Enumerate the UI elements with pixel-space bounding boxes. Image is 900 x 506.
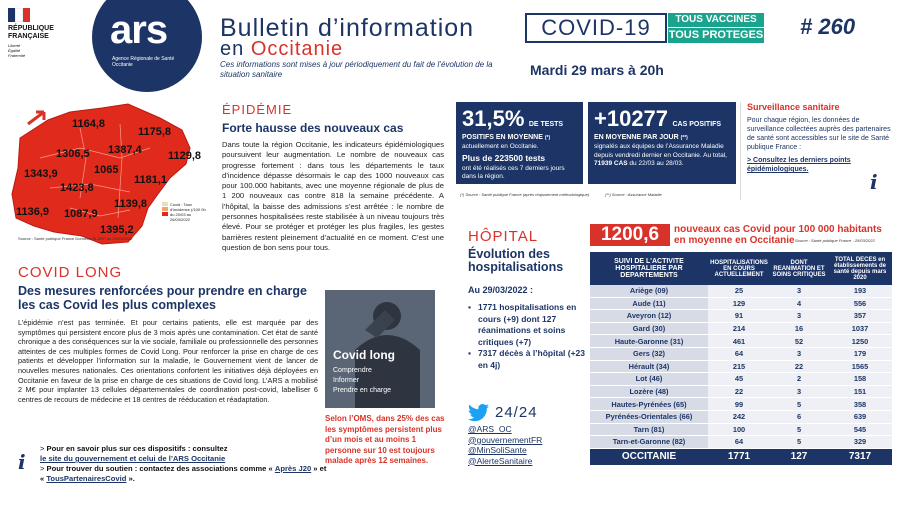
rf-line2: FRANÇAISE xyxy=(8,33,49,40)
value-cell: 214 xyxy=(708,323,770,336)
surveillance-text: Pour chaque région, les données de surveillance collectées auprès des partenaires de santé sont accessibles sur le site de Santé publique France : xyxy=(747,117,891,151)
header-subtitle: Ces informations sont mises à jour périodiquement du fait de l’évolution de la situation sanitaire xyxy=(220,60,493,79)
value-cell: 99 xyxy=(708,398,770,411)
department-cell: Lozère (48) xyxy=(590,386,708,399)
oms-quote: Selon l’OMS, dans 25% des cas les symptômes persistent plus d’un mois et au moins 1 personne sur 10 est toujours malade après 12 semaines. xyxy=(325,414,445,465)
covid-long-heading: COVID LONG xyxy=(18,264,123,281)
table-row xyxy=(590,411,892,424)
map-value: 1164,8 xyxy=(72,118,106,130)
info-icon: i xyxy=(18,450,26,474)
value-cell: 64 xyxy=(708,348,770,361)
value-cell: 179 xyxy=(828,348,892,361)
value-cell: 91 xyxy=(708,310,770,323)
map-value: 1423,8 xyxy=(60,182,94,194)
value-cell: 151 xyxy=(828,386,892,399)
department-cell: Pyrénées-Orientales (66) xyxy=(590,411,708,424)
value-cell: 2 xyxy=(770,373,828,386)
map-value: 1175,8 xyxy=(138,126,172,138)
map-value: 1387,4 xyxy=(108,144,142,156)
hopital-title: Évolution des hospitalisations xyxy=(468,247,564,274)
value-cell: 329 xyxy=(828,436,892,449)
total-value: 7317 xyxy=(828,449,892,466)
bulletin-date: Mardi 29 mars à 20h xyxy=(530,62,664,78)
table-row xyxy=(590,323,892,336)
department-cell: Hautes-Pyrénées (65) xyxy=(590,398,708,411)
map-value: 1306,5 xyxy=(56,148,90,160)
value-cell: 1565 xyxy=(828,361,892,374)
issue-number: # 260 xyxy=(800,14,856,39)
table-row xyxy=(590,348,892,361)
covid-long-links xyxy=(40,444,330,484)
surveillance-link[interactable]: > Consultez les derniers points épidémiologiques. xyxy=(747,157,851,173)
social-accounts xyxy=(468,424,542,466)
value-cell: 5 xyxy=(770,398,828,411)
covid-long-photo xyxy=(325,290,435,408)
table-row xyxy=(590,373,892,386)
hopital-list xyxy=(468,302,593,371)
table-row xyxy=(590,424,892,437)
incidence-source: Source : Santé publique France - 25/03/2022 xyxy=(795,238,875,243)
table-row xyxy=(590,436,892,449)
value-cell: 129 xyxy=(708,298,770,311)
table-header: SUIVI DE L'ACTIVITE HOSPITALIERE PAR DEPARTEMENTS xyxy=(590,252,708,285)
value-cell: 3 xyxy=(770,310,828,323)
value-cell: 193 xyxy=(828,285,892,298)
apres-j20-link[interactable]: Après J20 xyxy=(274,464,312,473)
link-item: > Pour trouver du soutien : contactez des associations comme « Après J20 » et « TousPartenairesCovid ». xyxy=(40,464,327,483)
photo-subtitle: Comprendre Informer Prendre en charge xyxy=(333,367,391,394)
table-row xyxy=(590,386,892,399)
bulletin-title: Bulletin d’information xyxy=(220,14,475,42)
value-cell: 4 xyxy=(770,298,828,311)
tests-stat-box: 31,5% DE TESTS POSITIFS EN MOYENNE (*) actuellement en Occitanie. Plus de 223500 tests ont été réalisés ces 7 derniers jours dans la région. xyxy=(456,102,583,184)
hopital-heading: HÔPITAL xyxy=(468,228,539,245)
map-value: 1395,2 xyxy=(100,224,134,236)
incidence-text: nouveaux cas Covid pour 100 000 habitants en moyenne en Occitanie xyxy=(674,224,882,246)
value-cell: 22 xyxy=(708,386,770,399)
epidemie-heading: ÉPIDÉMIE xyxy=(222,102,293,117)
department-cell: Ariège (09) xyxy=(590,285,708,298)
ars-logo xyxy=(92,0,202,92)
table-row xyxy=(590,335,892,348)
value-cell: 639 xyxy=(828,411,892,424)
list-item: ▪ 1771 hospitalisations en cours (+9) dont 127 réanimations et soins critiques (+7) xyxy=(468,302,593,348)
info-icon: i xyxy=(870,170,878,194)
occitanie-incidence-map xyxy=(10,98,210,248)
ars-logo-text: ars xyxy=(110,8,168,52)
vaccine-banner-line1: TOUS VACCINES xyxy=(668,13,764,27)
department-cell: Haute-Garonne (31) xyxy=(590,335,708,348)
value-cell: 22 xyxy=(770,361,828,374)
value-cell: 242 xyxy=(708,411,770,424)
value-cell: 3 xyxy=(770,386,828,399)
hopital-date: Au 29/03/2022 : xyxy=(468,285,534,295)
social-link[interactable]: @ARS_OC xyxy=(468,424,512,434)
republique-francaise-logo xyxy=(8,8,78,58)
department-cell: Tarn-et-Garonne (82) xyxy=(590,436,708,449)
list-item: ▪ 7317 décès à l’hôpital (+23 en 4j) xyxy=(468,348,593,371)
total-value: 1771 xyxy=(708,449,770,466)
value-cell: 5 xyxy=(770,424,828,437)
map-value: 1087,9 xyxy=(64,208,98,220)
value-cell: 100 xyxy=(708,424,770,437)
map-value: 1139,8 xyxy=(114,198,148,210)
value-cell: 1250 xyxy=(828,335,892,348)
value-cell: 158 xyxy=(828,373,892,386)
photo-title: Covid long xyxy=(333,348,395,362)
incidence-value: 1200,6 xyxy=(590,224,670,246)
table-row xyxy=(590,285,892,298)
map-value: 1136,9 xyxy=(16,206,50,218)
covid-label: COVID-19 xyxy=(525,13,667,43)
cases-stat-box: +10277 CAS POSITIFS EN MOYENNE PAR JOUR (**) signalés aux équipes de l’Assurance Maladie depuis vendredi dernier en Occitanie. Au total, 71939 CAS du 22/03 au 28/03. xyxy=(588,102,736,184)
value-cell: 215 xyxy=(708,361,770,374)
value-cell: 52 xyxy=(770,335,828,348)
table-row xyxy=(590,398,892,411)
value-cell: 461 xyxy=(708,335,770,348)
table-total-row xyxy=(590,449,892,466)
epidemie-text: Dans toute la région Occitanie, les indicateurs épidémiologiques poursuivent leur augmentation. Le nombre de nouveaux cas progresse fortement : dans tous les départements le taux d’incidence dépasse désormais le cap des 1000 nouveaux cas pour 100.000 habitants, avec une moyenne régionale de plus de 1 200 nouveaux cas contre 818 la semaine précédente. A l’hôpital, la baisse des admissions s’est arrêtée : le nombre de personnes hospitalisées reste stabilisée à un niveau toujours très élevé. Pour se protéger et protéger les plus fragiles, les gestes barrières restent pleinement d’actualité en ce moment. C’est une question de bon sens pour tous. xyxy=(222,140,444,252)
map-legend: Covid : Taux d'incidence (/100 0h du 20/03 au 26/03/2022 xyxy=(170,202,206,222)
gov-ars-link[interactable]: le site du gouvernement et celui de l’ARS Occitanie xyxy=(40,454,226,463)
tous-partenaires-link[interactable]: TousPartenairesCovid xyxy=(46,474,127,483)
department-cell: Aude (11) xyxy=(590,298,708,311)
value-cell: 556 xyxy=(828,298,892,311)
department-cell: Hérault (34) xyxy=(590,361,708,374)
value-cell: 64 xyxy=(708,436,770,449)
value-cell: 16 xyxy=(770,323,828,336)
table-row xyxy=(590,298,892,311)
value-cell: 3 xyxy=(770,348,828,361)
table-row xyxy=(590,310,892,323)
department-cell: Aveyron (12) xyxy=(590,310,708,323)
rf-motto: Liberté Égalité Fraternité xyxy=(8,43,26,58)
surveillance-heading: Surveillance sanitaire xyxy=(747,102,840,112)
map-source: Source : Santé publique France Données SI-DEP au 29/03/2022 xyxy=(18,236,133,241)
value-cell: 3 xyxy=(770,285,828,298)
link-item: > Pour en savoir plus sur ces dispositifs : consultez le site du gouvernement et celui de l’ARS Occitanie xyxy=(40,444,228,463)
value-cell: 1037 xyxy=(828,323,892,336)
french-flag-icon xyxy=(8,8,30,22)
table-header: DONT REANIMATION ET SOINS CRITIQUES xyxy=(770,252,828,285)
cases-source: (**) Source : Assurance Maladie xyxy=(605,192,662,197)
map-value: 1343,9 xyxy=(24,168,58,180)
ars-logo-sub: Agence Régionale de Santé Occitanie xyxy=(112,56,175,68)
rf-line1: RÉPUBLIQUE xyxy=(8,25,54,32)
vaccine-banner-line2: TOUS PROTEGES xyxy=(668,29,764,41)
total-value: 127 xyxy=(770,449,828,466)
social-link[interactable]: @MinSoliSante xyxy=(468,445,527,455)
hospital-activity-table xyxy=(590,252,892,490)
map-value: 1129,8 xyxy=(168,150,202,162)
epidemie-title: Forte hausse des nouveaux cas xyxy=(222,121,404,135)
table-row xyxy=(590,361,892,374)
social-heading: 24/24 xyxy=(495,404,538,421)
bulletin-region: en Occitanie xyxy=(220,38,344,60)
map-value: 1181,1 xyxy=(134,174,168,186)
value-cell: 5 xyxy=(770,436,828,449)
department-cell: Tarn (81) xyxy=(590,424,708,437)
value-cell: 6 xyxy=(770,411,828,424)
value-cell: 545 xyxy=(828,424,892,437)
value-cell: 357 xyxy=(828,310,892,323)
table-header: TOTAL DECES en établissements de santé depuis mars 2020 xyxy=(828,252,892,285)
covid-long-title: Des mesures renforcées pour prendre en charge les cas Covid les plus complexes xyxy=(18,284,308,312)
social-link[interactable]: @AlerteSanitaire xyxy=(468,455,533,466)
twitter-icon xyxy=(468,404,492,422)
trend-arrow-icon xyxy=(28,112,44,124)
value-cell: 45 xyxy=(708,373,770,386)
value-cell: 358 xyxy=(828,398,892,411)
map-value: 1065 xyxy=(94,164,119,176)
department-cell: Gers (32) xyxy=(590,348,708,361)
covid-long-text: L’épidémie n’est pas terminée. Et pour certains patients, elle est marquée par des symptômes qui persistent encore plus de 3 mois après une contamination. Cet état de santé chronique a des conséquences sur la vie sociale, familiale ou professionnelle des personnes atteintes de ces multiples formes de Covid Long. Pour renforcer la prise en charge de ces patients et développer l’information sur la maladie, le Gouvernement vient de lancer de nouvelles mesures nationales. Ces orientations confortent les initiatives déjà déployées en Occitanie en faveur de la prise en charge de ces situations de Covid long. L’ARS a mobilisé 2 M€ pour implanter 13 cellules départementales de coordination post-covid, labelliser 6 centres de recours de médecine et 18 centres de rééducation et réadaptation. xyxy=(18,318,318,404)
social-link[interactable]: @gouvernementFR xyxy=(468,434,543,445)
department-cell: Lot (46) xyxy=(590,373,708,386)
total-label: OCCITANIE xyxy=(590,449,708,466)
tests-source: (*) Source : Santé publique France (après réajustement méthodologique) xyxy=(460,192,590,197)
value-cell: 25 xyxy=(708,285,770,298)
table-header: HOSPITALISATIONS EN COURS ACTUELLEMENT xyxy=(708,252,770,285)
department-cell: Gard (30) xyxy=(590,323,708,336)
